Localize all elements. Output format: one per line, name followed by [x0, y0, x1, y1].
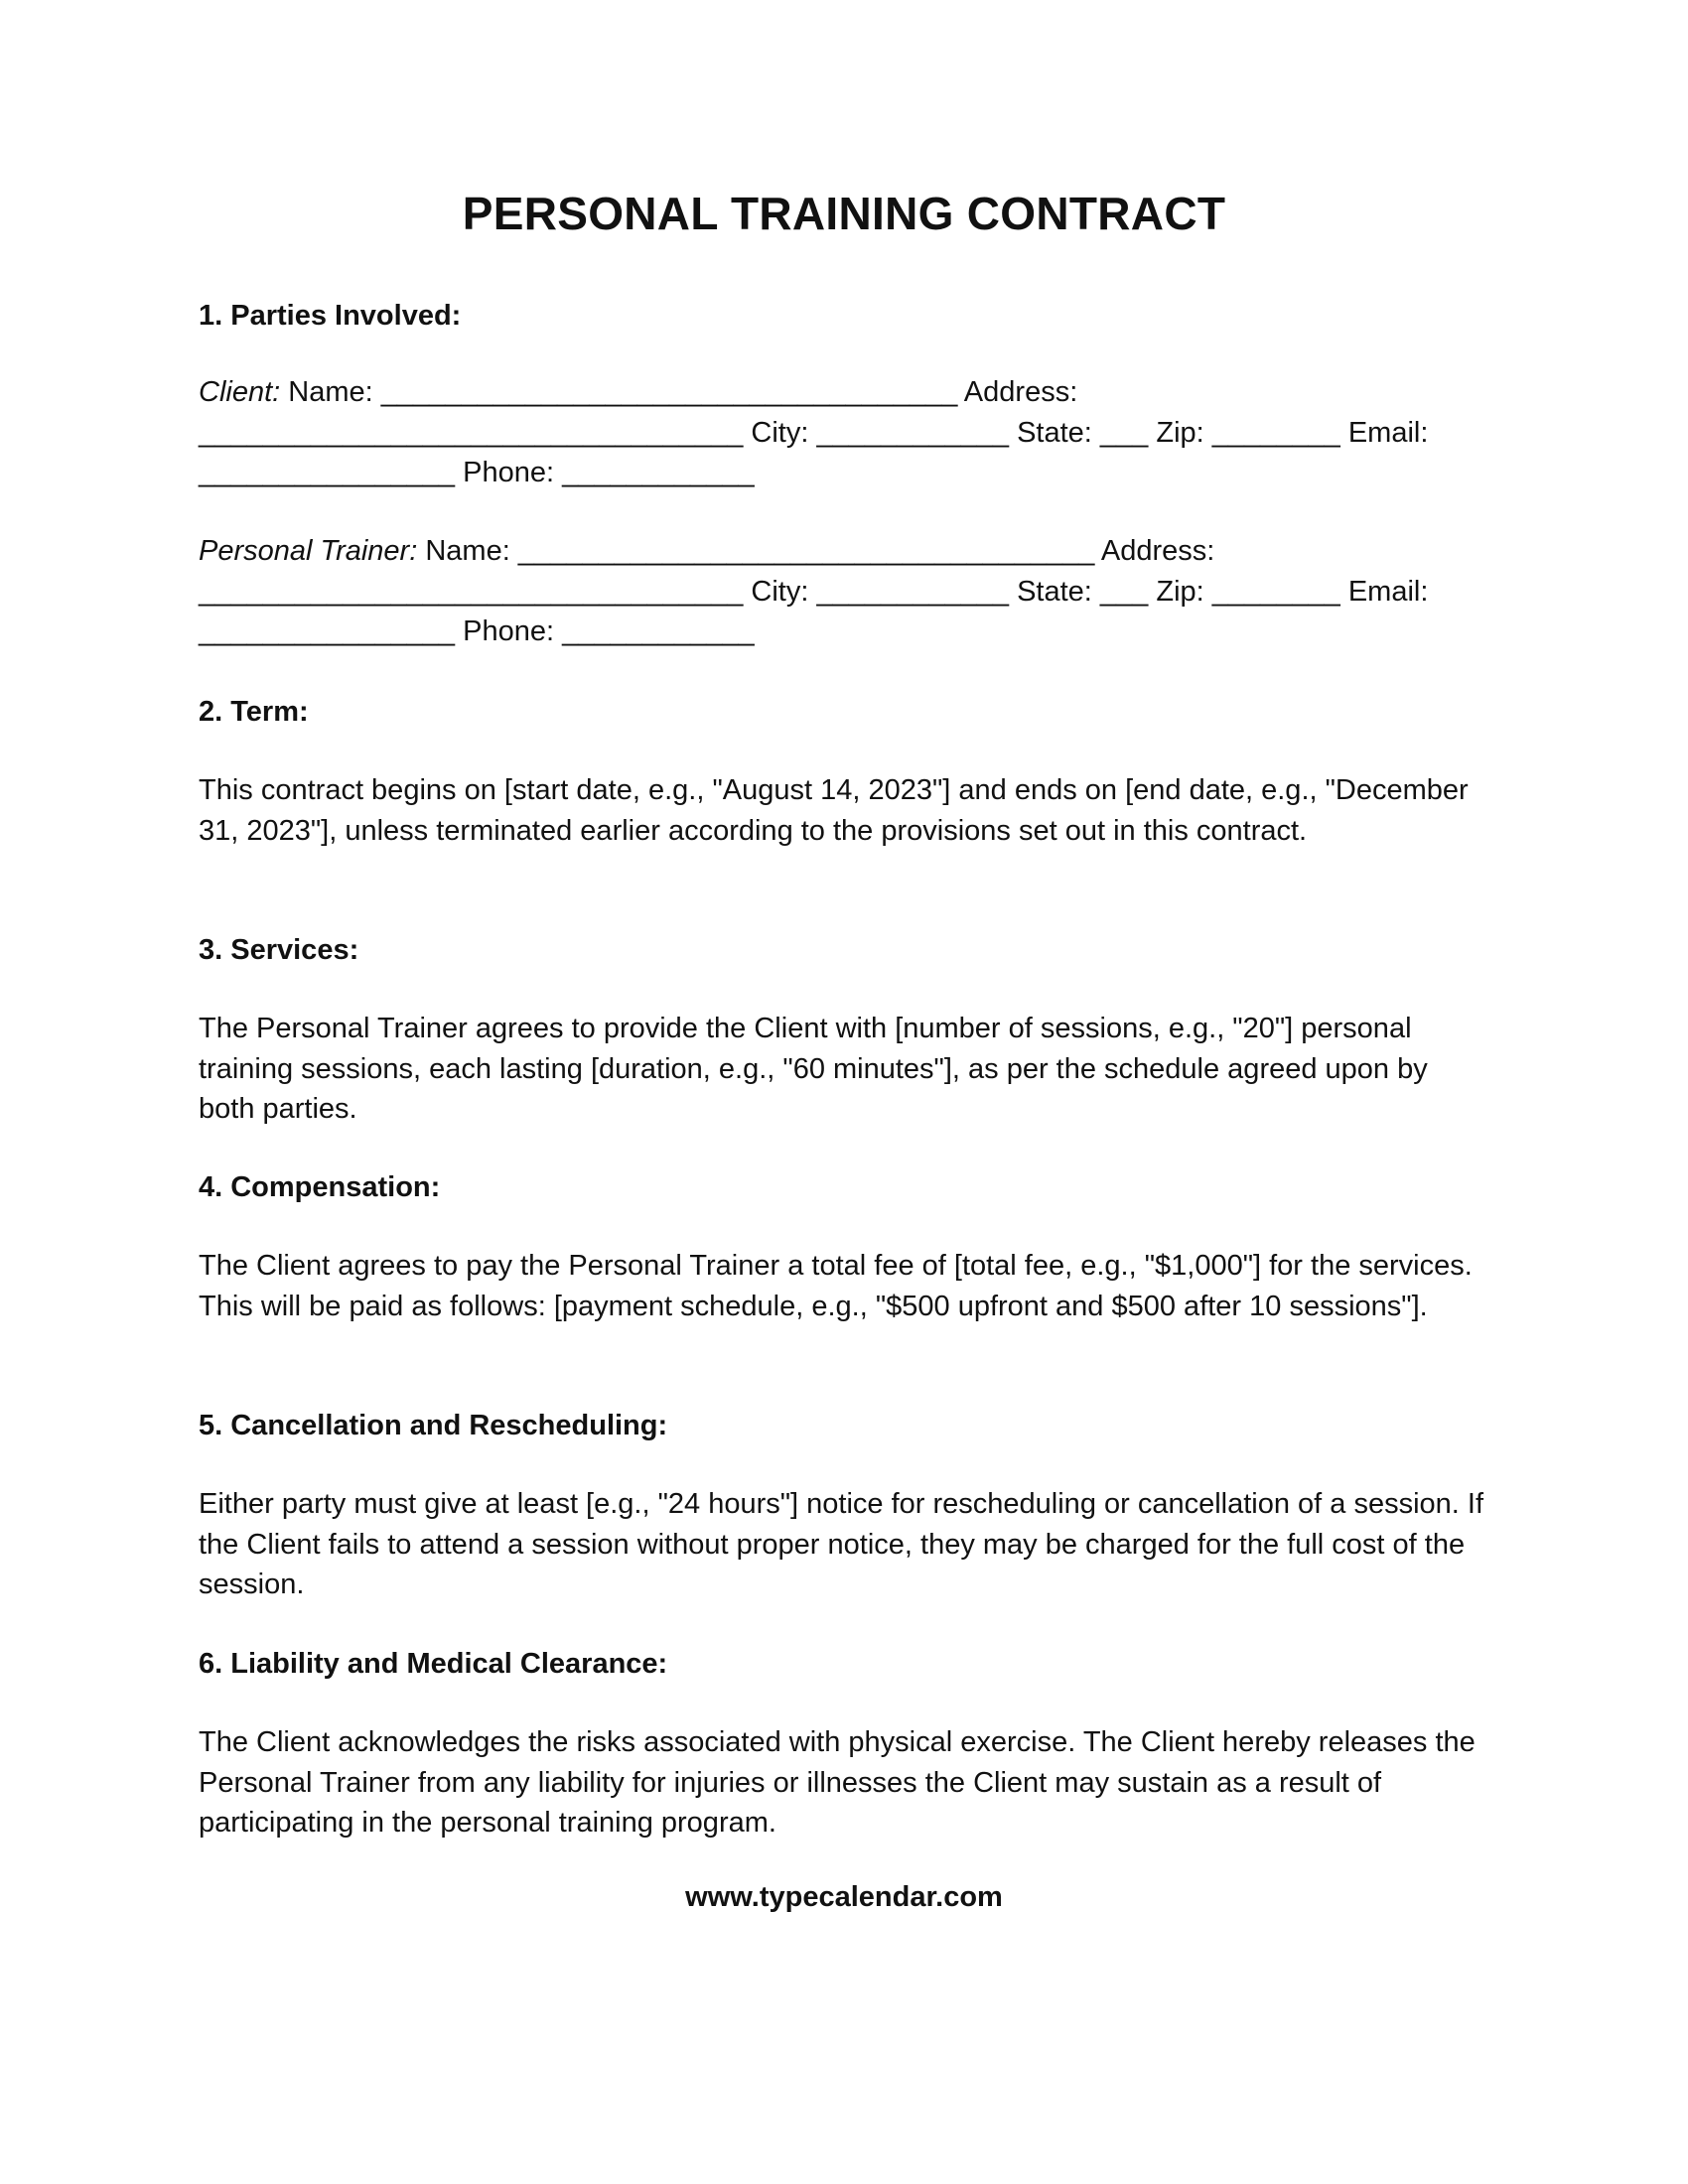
- section-body-cancellation: Either party must give at least [e.g., "24 hours"] notice for rescheduling or cancellation of a session. If the Client fails to attend a session without proper notice, they may be charged for the full cost of the session.: [199, 1488, 1484, 1600]
- section-body-services: The Personal Trainer agrees to provide the Client with [number of sessions, e.g., "20"] personal training sessions, each lasting [duration, e.g., "60 minutes"], as per the schedule agreed upon by both parties.: [199, 1013, 1428, 1125]
- section-heading-cancellation: 5. Cancellation and Rescheduling:: [199, 1410, 668, 1441]
- client-line-1: [199, 372, 1489, 413]
- client-role-label: Client:: [199, 376, 281, 408]
- document-title: PERSONAL TRAINING CONTRACT: [462, 188, 1226, 239]
- client-line-3: ________________ Phone: ____________: [199, 457, 755, 488]
- trainer-role-label: Personal Trainer:: [199, 535, 418, 567]
- client-name-address-fields: Name: ____________________________________ Address:: [280, 376, 1078, 408]
- footer-website: www.typecalendar.com: [685, 1881, 1003, 1913]
- client-line-2: __________________________________ City: ____________ State: ___ Zip: ________ Email:: [199, 416, 1429, 449]
- client-info-block: [199, 372, 1489, 493]
- section-heading-compensation: 4. Compensation:: [199, 1171, 441, 1203]
- section-body-liability: The Client acknowledges the risks associated with physical exercise. The Client hereby releases the Personal Trainer from any liability for injuries or illnesses the Client may sustain as a result of participating in the personal training program.: [199, 1726, 1476, 1839]
- section-heading-services: 3. Services:: [199, 934, 359, 966]
- section-heading-parties: 1. Parties Involved:: [199, 300, 462, 332]
- trainer-info-block: [199, 531, 1489, 652]
- section-heading-term: 2. Term:: [199, 696, 309, 728]
- trainer-line-1: [199, 531, 1489, 572]
- section-body-compensation: The Client agrees to pay the Personal Trainer a total fee of [total fee, e.g., "$1,000"] for the services. This will be paid as follows: [payment schedule, e.g., "$500 upfront and $500 after 10 sessions"].: [199, 1250, 1473, 1322]
- section-heading-liability: 6. Liability and Medical Clearance:: [199, 1648, 668, 1680]
- trainer-name-address-fields: Name: ____________________________________ Address:: [417, 535, 1215, 567]
- trainer-line-2: __________________________________ City: ____________ State: ___ Zip: ________ Email:: [199, 575, 1429, 608]
- trainer-line-3: ________________ Phone: ____________: [199, 615, 755, 647]
- section-body-term: This contract begins on [start date, e.g., "August 14, 2023"] and ends on [end date, e.g., "December 31, 2023"], unless terminated earlier according to the provisions set out in this contract.: [199, 774, 1469, 847]
